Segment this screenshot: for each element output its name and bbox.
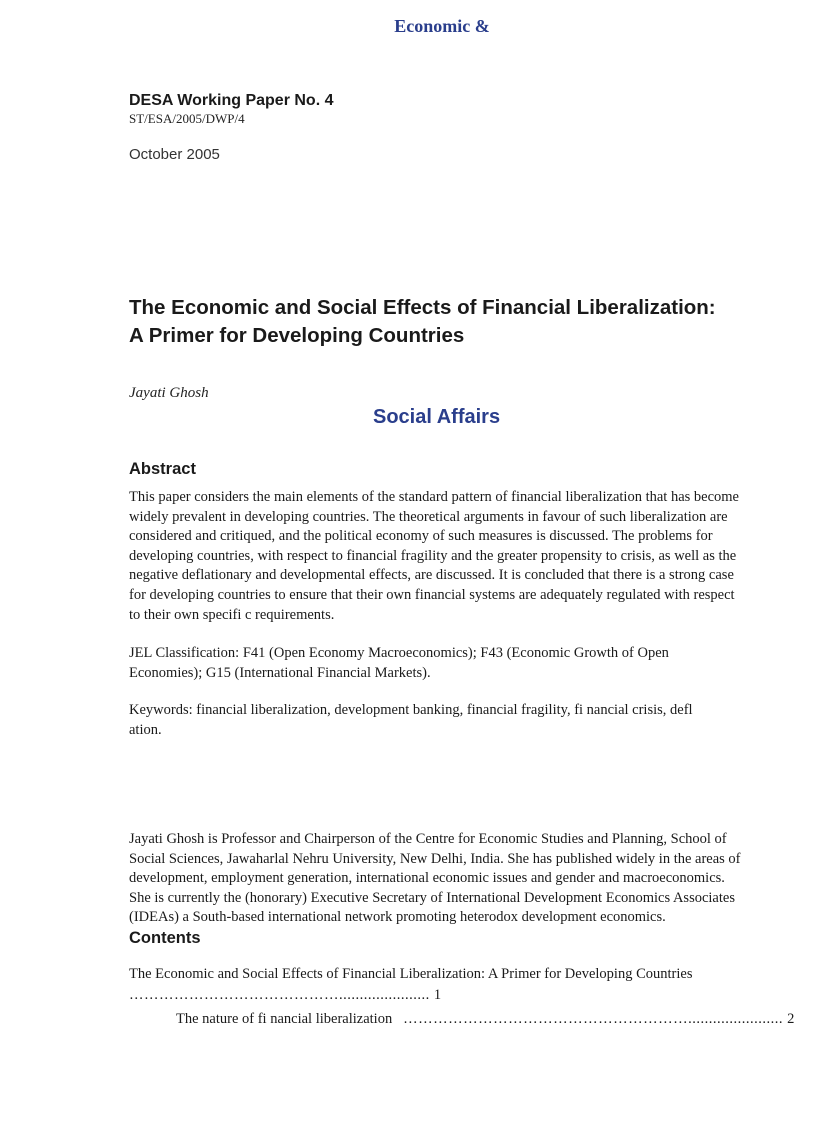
abstract-body bbox=[129, 488, 759, 625]
author-name: Jayati Ghosh bbox=[129, 385, 209, 401]
paper-title bbox=[129, 294, 769, 350]
paper-title-line-1: The Economic and Social Effects of Financial Liberalization: bbox=[129, 296, 716, 319]
abstract-line: widely prevalent in developing countries. The theoretical arguments in favour of such liberalization are bbox=[129, 508, 728, 525]
abstract-line: This paper considers the main elements of the standard pattern of financial liberalization that has become bbox=[129, 489, 739, 505]
bio-line: Jayati Ghosh is Professor and Chairperson of the Centre for Economic Studies and Planning, School of bbox=[129, 831, 727, 847]
bio-line: (IDEAs) a South-based international network promoting heterodox development economics. bbox=[129, 909, 666, 926]
toc-entry-title: The nature of fi nancial liberalization bbox=[176, 1011, 393, 1027]
bio-line: development, employment generation, international economic issues and gender and macroeconomics. bbox=[129, 870, 725, 887]
keywords-line: ation. bbox=[129, 721, 162, 738]
publication-date: October 2005 bbox=[129, 146, 220, 163]
bio-line: Social Sciences, Jawaharlal Nehru University, New Delhi, India. She has published widely in the areas of bbox=[129, 850, 741, 867]
keywords bbox=[129, 701, 759, 740]
toc-entry-title: The Economic and Social Effects of Financial Liberalization: A Primer for Developing Countries bbox=[129, 966, 693, 982]
author-bio bbox=[129, 830, 759, 928]
bio-line: She is currently the (honorary) Executive Secretary of International Development Economics Associates bbox=[129, 889, 735, 906]
working-paper-number: DESA Working Paper No. 4 bbox=[129, 92, 334, 109]
jel-line: Economies); G15 (International Financial Markets). bbox=[129, 664, 431, 681]
toc-entry-leader: …………………………………………………....................... 2 bbox=[403, 1011, 795, 1027]
abstract-line: to their own specifi c requirements. bbox=[129, 606, 335, 623]
abstract-line: considered and critiqued, and the political economy of such measures is discussed. The problems for bbox=[129, 528, 713, 545]
keywords-line: Keywords: financial liberalization, development banking, financial fragility, fi nancial crisis, defl bbox=[129, 702, 693, 718]
document-code: ST/ESA/2005/DWP/4 bbox=[129, 111, 245, 126]
toc-entry-2[interactable] bbox=[176, 1009, 795, 1029]
publisher-banner-top: Economic & bbox=[394, 16, 490, 36]
toc-entry-leader: ……………………………………...................... 1 bbox=[129, 987, 442, 1003]
paper-title-line-2: A Primer for Developing Countries bbox=[129, 324, 465, 347]
toc-entry-1[interactable] bbox=[129, 964, 769, 1006]
contents-heading: Contents bbox=[129, 929, 201, 947]
abstract-heading: Abstract bbox=[129, 460, 196, 478]
jel-classification bbox=[129, 644, 759, 683]
publisher-banner-mid: Social Affairs bbox=[373, 406, 501, 428]
abstract-line: negative deflationary and developmental effects, are discussed. It is concluded that there is a strong case bbox=[129, 567, 734, 584]
abstract-line: for developing countries to ensure that their own financial systems are adequately regulated with respect bbox=[129, 586, 735, 603]
jel-line: JEL Classification: F41 (Open Economy Macroeconomics); F43 (Economic Growth of Open bbox=[129, 645, 669, 661]
abstract-line: developing countries, with respect to financial fragility and the greater propensity to crisis, as well as the bbox=[129, 547, 737, 564]
